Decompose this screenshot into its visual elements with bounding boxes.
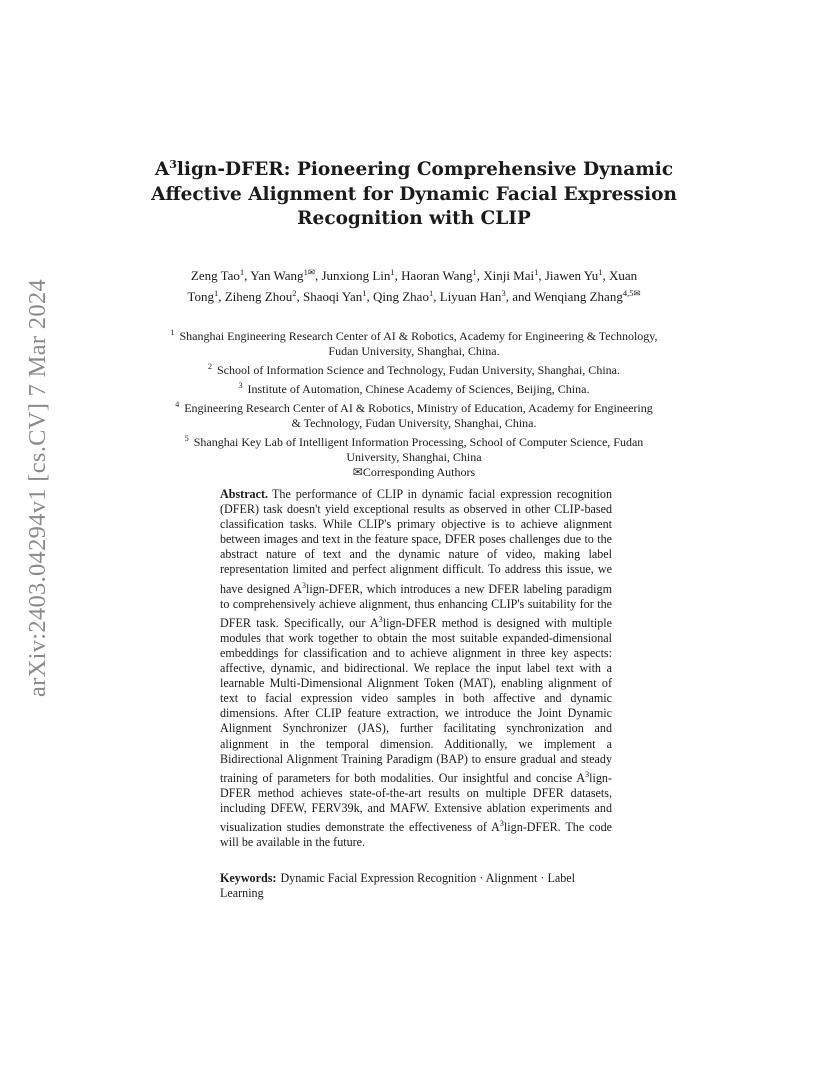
abstract-label: Abstract. [220, 487, 269, 501]
corresponding-authors-note: ✉Corresponding Authors [352, 465, 476, 479]
author: Xinji Mai$^1$, [483, 267, 545, 283]
arxiv-identifier-text: arXiv:2403.04294v1 [cs.CV] 7 Mar 2024 [24, 278, 51, 698]
author: Liyuan Han$^3$, and [439, 287, 534, 304]
affiliation-item: $^3$ Institute of Automation, Chinese Academy of Sciences, Beijing, China. [238, 381, 590, 396]
author-list [180, 264, 648, 305]
keywords-text: Dynamic Facial Expression Recognition · Alignment · Label Learning [220, 871, 575, 901]
affiliation-item: $^5$ Shanghai Key Lab of Intelligent Information Processing, School of Computer Science, Fudan University, Shanghai, China [184, 434, 644, 464]
author: Junxiong Lin$^1$, [321, 267, 402, 283]
author: Haoran Wang$^1$, [401, 267, 484, 283]
keywords-label: Keywords: [220, 871, 277, 885]
keywords [220, 871, 612, 901]
author: Shaoqi Yan$^1$, [302, 287, 373, 304]
affiliation-list [170, 325, 658, 480]
affiliation-item: $^1$ Shanghai Engineering Research Center of AI & Robotics, Academy for Engineering & Technology, Fudan University, Shanghai, China. [170, 328, 658, 358]
author: Xuan Tong$^1$, [187, 268, 638, 304]
paper-title: $A^3lign$-DFER: Pioneering Comprehensive Dynamic Affective Alignment for Dynamic Facial Expression Recognition with CLIP [151, 158, 677, 229]
abstract: Abstract. The performance of CLIP in dynamic facial expression recognition (DFER) task doesn't yield exceptional results as observed in other CLIP-based classification tasks. While CLIP's primary objective is to achieve alignment between images and text in the feature space, DFER poses challenges due to the abstract nature of text and the dynamic nature of video, making label representation limited and perfect alignment difficult. To address this issue, we have designed $A^3lign$-DFER, which introduces a new DFER labeling paradigm to comprehensively achieve alignment, thus enhancing CLIP's suitability for the DFER task. Specifically, our $A^3lign$-DFER method is designed with multiple modules that work together to obtain the most suitable expanded-dimensional embeddings for classification and to achieve alignment in three key aspects: affective, dynamic, and bidirectional. We replace the input label text with a learnable Multi-Dimensional Alignment Token (MAT), enabling alignment of text to facial expression video samples in both affective and dynamic dimensions. After CLIP feature extraction, we introduce the Joint Dynamic Alignment Synchronizer (JAS), further facilitating synchronization and alignment in the temporal dimension. Additionally, we implement a Bidirectional Alignment Training Paradigm (BAP) to ensure gradual and steady training of parameters for both modalities. Our insightful and concise $A^3lign$-DFER method achieves state-of-the-art results on multiple DFER datasets, including DFEW, FERV39k, and MAFW. Extensive ablation experiments and visualization studies demonstrate the effectiveness of $A^3lign$-DFER. The code will be available in the future. [220, 487, 612, 850]
author: Zeng Tao$^1$, [190, 267, 251, 283]
affiliation-item: $^2$ School of Information Science and Technology, Fudan University, Shanghai, China. [208, 362, 620, 377]
author: Jiawen Yu$^1$, [544, 267, 609, 283]
author: Ziheng Zhou$^2$, [224, 287, 303, 304]
arxiv-identifier-stamp [18, 278, 58, 698]
affiliation-item: $^4$ Engineering Research Center of AI & Robotics, Ministry of Education, Academy for Engineering & Technology, Fudan University, Shanghai, China. [175, 400, 653, 430]
author: Wenqiang Zhang$^{4,5✉}$ [533, 287, 641, 304]
author: Qing Zhao$^1$, [372, 287, 440, 304]
author: Yan Wang$^{1✉}$, [250, 267, 322, 283]
